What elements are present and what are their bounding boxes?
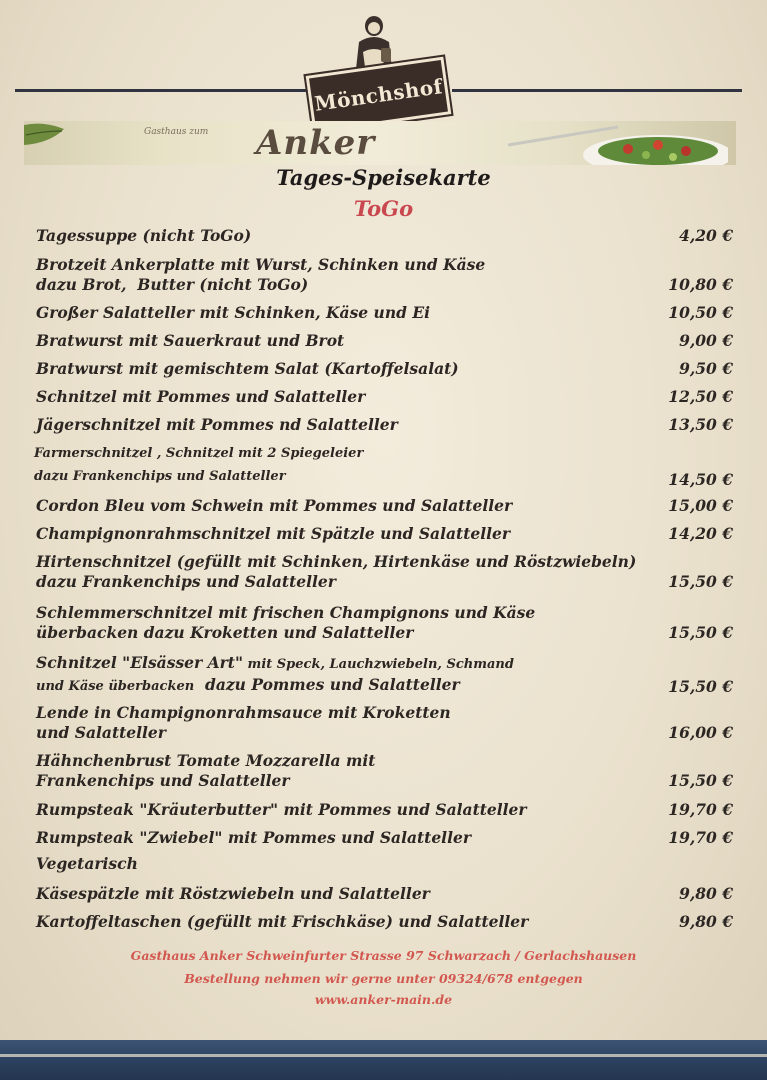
menu-item [36,255,733,295]
bottom-border-bar [0,1040,767,1080]
footer-website-link[interactable]: www.anker-main.de [314,992,453,1007]
vegetarian-heading: Vegetarisch [36,854,138,873]
menu-item-name-line2: überbacken dazu Kroketten und Salatteller [36,623,414,642]
menu-item [36,303,733,323]
menu-item-name: Schnitzel mit Pommes und Salatteller [36,387,366,406]
menu-item-name: Jägerschnitzel mit Pommes nd Salatteller [36,415,398,434]
menu-item [36,884,733,904]
menu-item-price: 14,20 € [668,524,733,543]
menu-item-price: 19,70 € [668,828,733,847]
footer-address: Gasthaus Anker Schweinfurter Strasse 97 Schwarzach / Gerlachshausen [130,948,637,963]
page-title: Tages-Speisekarte [276,165,491,190]
menu-item-name: Rumpsteak "Zwiebel" mit Pommes und Salatteller [36,828,471,847]
menu-item-name: Käsespätzle mit Röstzwiebeln und Salatteller [36,884,430,903]
menu-item-name: Schnitzel "Elsässer Art" [36,653,244,672]
menu-item-name: Bratwurst mit gemischtem Salat (Kartoffelsalat) [36,359,459,378]
menu-item-name: Tagessuppe (nicht ToGo) [36,226,252,245]
menu-item [36,524,733,544]
menu-item [36,828,733,848]
menu-item-name: Champignonrahmschnitzel mit Spätzle und Salatteller [36,524,511,543]
page-subtitle: ToGo [353,196,414,221]
menu-item [36,331,733,351]
menu-item-price: 15,50 € [668,572,733,591]
menu-item-price: 19,70 € [668,800,733,819]
menu-item-price: 9,80 € [679,912,733,931]
menu-item [36,552,733,592]
salad-plate-icon [508,123,728,165]
herb-leaf-icon [24,121,68,151]
menu-item [34,444,733,490]
menu-item [36,496,733,516]
menu-item-name: Hirtenschnitzel (gefüllt mit Schinken, Hirtenkäse und Röstzwiebeln) [36,552,637,571]
anker-banner [24,121,736,165]
menu-item-price: 15,50 € [668,677,733,696]
menu-item-name: Rumpsteak "Kräuterbutter" mit Pommes und Salatteller [36,800,527,819]
menu-item-price: 9,00 € [679,331,733,350]
menu-item-name-detail-line2: und Käse überbacken [36,679,195,694]
menu-item [36,603,733,643]
menu-item-name: Hähnchenbrust Tomate Mozzarella mit [36,751,376,770]
menu-item-name-line2: dazu Pommes und Salatteller [194,675,460,694]
menu-item-name: Cordon Bleu vom Schwein mit Pommes und Salatteller [36,496,513,515]
menu-item-name-line2: dazu Frankenchips und Salatteller [34,469,286,484]
header-rule-right [452,89,742,92]
banner-small-text: Gasthaus zum [144,127,209,137]
menu-item [36,415,733,435]
menu-item-name: Brotzeit Ankerplatte mit Wurst, Schinken und Käse [36,255,486,274]
menu-item [36,703,733,743]
menu-item-name-line2: dazu Frankenchips und Salatteller [36,572,336,591]
menu-item-name: Lende in Champignonrahmsauce mit Kroketten [36,703,451,722]
banner-name: Anker [256,123,376,163]
footer-order-phone: Bestellung nehmen wir gerne unter 09324/678 entgegen [184,971,583,986]
header-rule-left [15,89,308,92]
logo-text: Mönchshof [312,74,445,116]
menu-item-name: Großer Salatteller mit Schinken, Käse und Ei [36,303,431,322]
menu-item-price: 15,00 € [668,496,733,515]
menu-item [36,387,733,407]
menu-item-name-line2: Frankenchips und Salatteller [36,771,290,790]
menu-item-price: 10,50 € [668,303,733,322]
menu-item-name-detail: mit Speck, Lauchzwiebeln, Schmand [243,657,514,672]
menu-item-price: 9,50 € [679,359,733,378]
menu-item-price: 9,80 € [679,884,733,903]
menu-item [36,912,733,932]
menu-item [36,226,733,246]
menu-item-price: 10,80 € [668,275,733,294]
menu-item-price: 15,50 € [668,623,733,642]
bottom-border-line [0,1054,767,1057]
menu-item-price: 12,50 € [668,387,733,406]
menu-item [36,800,733,820]
menu-item-name: Farmerschnitzel , Schnitzel mit 2 Spiegeleier [34,446,364,461]
menu-item-price: 16,00 € [668,723,733,742]
menu-item [36,359,733,379]
menu-item-name-line2: und Salatteller [36,723,166,742]
menu-item-price: 13,50 € [668,415,733,434]
menu-item-price: 14,50 € [668,470,733,489]
menu-item-name-line2: dazu Brot, Butter (nicht ToGo) [36,275,309,294]
menu-item [36,653,733,697]
menu-item-price: 15,50 € [668,771,733,790]
menu-item-name: Schlemmerschnitzel mit frischen Champignons und Käse [36,603,536,622]
menu-item-price: 4,20 € [679,226,733,245]
menu-item-name: Kartoffeltaschen (gefüllt mit Frischkäse) und Salatteller [36,912,529,931]
menu-item [36,751,733,791]
menu-item-name: Bratwurst mit Sauerkraut und Brot [36,331,345,350]
